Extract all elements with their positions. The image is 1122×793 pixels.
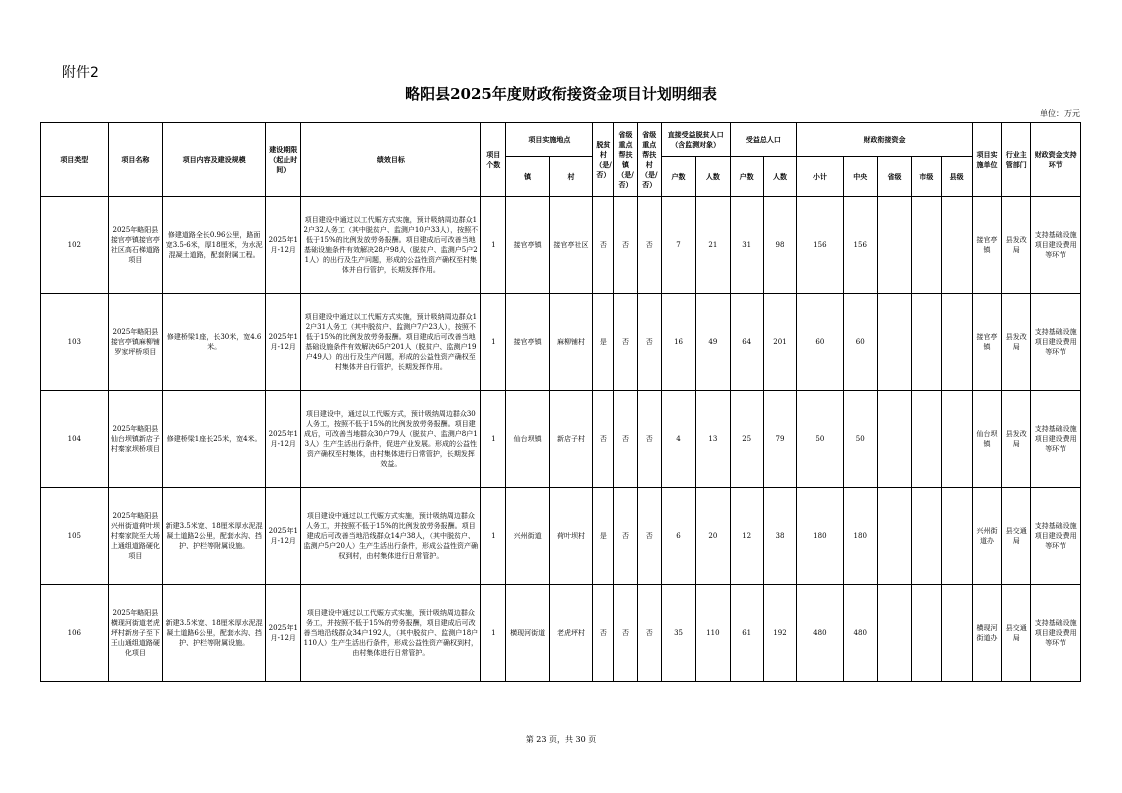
cell-count: 1 [481,294,506,391]
cell-direct-people: 110 [696,585,730,682]
cell-key-village: 否 [637,197,661,294]
cell-central: 50 [843,391,877,488]
cell-dept: 县交通局 [1002,585,1031,682]
table-row [41,197,1081,294]
cell-period: 2025年1月-12月 [266,197,301,294]
cell-poor-village: 否 [593,197,614,294]
header-dept: 行业主管部门 [1002,123,1031,197]
cell-count: 1 [481,391,506,488]
header-funds: 财政衔接资金 [797,123,973,157]
cell-link: 支持基础设施项目建设费用等环节 [1031,294,1081,391]
cell-content: 修建道路全长0.96公里，路面宽3.5-6米，厚18厘米，为水泥混凝土道路，配套附属工程。 [163,197,266,294]
cell-direct-people: 20 [696,488,730,585]
header-total-households: 户数 [730,157,763,197]
cell-provincial [877,294,911,391]
cell-central: 180 [843,488,877,585]
cell-direct-households: 4 [661,391,695,488]
cell-subtotal: 156 [797,197,843,294]
cell-impl-unit: 横现河街道办 [972,585,1001,682]
cell-name: 2025年略阳县横现河街道老虎坪村新房子至下王山通组道路硬化项目 [108,585,163,682]
project-table [40,122,1081,682]
cell-content: 修建桥梁1座，长30米，宽4.6米。 [163,294,266,391]
cell-type: 106 [41,585,109,682]
header-content: 项目内容及建设规模 [163,123,266,197]
cell-goal: 项目建设中通过以工代赈方式实施，预计吸纳周边群众12户31人务工（其中脱贫户、监测户7户23人），按照不低于15%的比例发放劳务报酬。项目建成后可改善当地基础设施条件有效解决65户201人（脱贫户、监测户19户49人）的出行及生产问题，形成的公益性资产确权至村集体并自行管护，长期发挥作用。 [301,294,481,391]
cell-period: 2025年1月-12月 [266,294,301,391]
cell-type: 105 [41,488,109,585]
cell-direct-households: 7 [661,197,695,294]
cell-central: 480 [843,585,877,682]
header-key-town: 省级重点帮扶镇（是/否） [614,123,637,197]
cell-period: 2025年1月-12月 [266,585,301,682]
cell-total-households: 12 [730,488,763,585]
header-goal: 绩效目标 [301,123,481,197]
cell-village: 接官亭社区 [549,197,592,294]
cell-poor-village: 否 [593,585,614,682]
cell-total-people: 79 [763,391,796,488]
cell-key-town: 否 [614,391,637,488]
cell-provincial [877,585,911,682]
cell-dept: 县发改局 [1002,294,1031,391]
header-type: 项目类型 [41,123,109,197]
cell-goal: 项目建设中通过以工代赈方式实施，预计吸纳周边群众 人务工，并按照不低于15%的比例发放劳务报酬。项目建成后可改善当地沿线群众14户38人，（其中脱贫户、监测户5户20人）生产生活出行条件，形成公益性资产确权到村，由村集体进行日常管护。 [301,488,481,585]
cell-name: 2025年略阳县仙台坝镇新店子村秦家坝桥项目 [108,391,163,488]
header-impl-unit: 项目实施单位 [972,123,1001,197]
cell-goal: 项目建设中，通过以工代赈方式，预计吸纳周边群众30人务工，按照不低于15%的比例发放劳务报酬。项目建成后，可改善当地群众30户79人（脱贫户、监测户8户13人）生产生活出行条件，促进产业发展。形成的公益性资产确权至村集体，由村集体进行日常管护，长期发挥效益。 [301,391,481,488]
cell-impl-unit: 仙台坝镇 [972,391,1001,488]
cell-provincial [877,197,911,294]
header-total-benefit: 受益总人口 [730,123,797,157]
cell-name: 2025年略阳县接官亭镇麻柳铺罗家坪桥项目 [108,294,163,391]
cell-goal: 项目建设中通过以工代赈方式实施，预计吸纳周边群众12户32人务工（其中脱贫户、监测户10户33人），按照不低于15%的比例发放劳务报酬。项目建成后可改善当地基础设施条件有效解决28户98人（脱贫户、监测户5户21人）的出行及生产问题，形成的公益性资产确权至村集体并自行管护，长期发挥作用。 [301,197,481,294]
cell-dept: 县发改局 [1002,391,1031,488]
cell-key-village: 否 [637,294,661,391]
table-row [41,391,1081,488]
cell-link: 支持基础设施项目建设费用等环节 [1031,197,1081,294]
cell-dept: 县发改局 [1002,197,1031,294]
cell-direct-people: 49 [696,294,730,391]
cell-key-village: 否 [637,391,661,488]
cell-poor-village: 是 [593,294,614,391]
cell-town: 仙台坝镇 [506,391,549,488]
cell-subtotal: 60 [797,294,843,391]
cell-town: 接官亭镇 [506,197,549,294]
header-name: 项目名称 [108,123,163,197]
header-town: 镇 [506,157,549,197]
cell-poor-village: 否 [593,391,614,488]
table-row [41,488,1081,585]
cell-total-households: 31 [730,197,763,294]
cell-key-town: 否 [614,197,637,294]
cell-county [941,391,972,488]
cell-total-people: 98 [763,197,796,294]
cell-direct-people: 13 [696,391,730,488]
cell-dept: 县交通局 [1002,488,1031,585]
cell-village: 麻柳铺村 [549,294,592,391]
cell-type: 103 [41,294,109,391]
page-footer: 第 23 页，共 30 页 [525,735,597,744]
cell-subtotal: 50 [797,391,843,488]
cell-subtotal: 180 [797,488,843,585]
header-direct-benefit: 直接受益脱贫人口（含监测对象） [661,123,730,157]
attachment-label: 附件2 [62,65,99,81]
cell-city [912,294,941,391]
cell-direct-households: 16 [661,294,695,391]
cell-poor-village: 是 [593,488,614,585]
cell-impl-unit: 接官亭镇 [972,197,1001,294]
cell-period: 2025年1月-12月 [266,391,301,488]
header-period: 建设期限（起止时间） [266,123,301,197]
header-key-village: 省级重点帮扶村（是/否） [637,123,661,197]
header-poor-village: 脱贫村（是/否） [593,123,614,197]
cell-village: 新店子村 [549,391,592,488]
cell-city [912,391,941,488]
cell-county [941,294,972,391]
header-city: 市级 [912,157,941,197]
cell-total-people: 201 [763,294,796,391]
cell-city [912,197,941,294]
cell-impl-unit: 接官亭镇 [972,294,1001,391]
page-title: 略阳县2025年度财政衔接资金项目计划明细表 [405,85,717,103]
header-total-people: 人数 [763,157,796,197]
cell-subtotal: 480 [797,585,843,682]
cell-name: 2025年略阳县兴州街道荷叶坝村秦家院至大场上通组道路硬化项目 [108,488,163,585]
cell-count: 1 [481,488,506,585]
cell-count: 1 [481,197,506,294]
cell-total-households: 61 [730,585,763,682]
header-location: 项目实施地点 [506,123,593,157]
cell-central: 156 [843,197,877,294]
cell-town: 横现河街道 [506,585,549,682]
table-row [41,294,1081,391]
cell-direct-households: 35 [661,585,695,682]
cell-content: 新建3.5米宽、18厘米厚水泥混凝土道路6公里，配套水沟、挡护、护栏等附属设施。 [163,585,266,682]
cell-total-households: 25 [730,391,763,488]
cell-total-people: 38 [763,488,796,585]
cell-content: 修建桥梁1座长25米，宽4米。 [163,391,266,488]
header-central: 中央 [843,157,877,197]
header-direct-households: 户数 [661,157,695,197]
cell-direct-people: 21 [696,197,730,294]
cell-impl-unit: 兴州街道办 [972,488,1001,585]
cell-county [941,585,972,682]
cell-type: 104 [41,391,109,488]
cell-name: 2025年略阳县接官亭镇接官亭社区高石梯道路项目 [108,197,163,294]
cell-total-households: 64 [730,294,763,391]
cell-village: 荷叶坝村 [549,488,592,585]
cell-town: 接官亭镇 [506,294,549,391]
header-village: 村 [549,157,592,197]
cell-central: 60 [843,294,877,391]
header-provincial: 省级 [877,157,911,197]
cell-key-town: 否 [614,585,637,682]
cell-provincial [877,391,911,488]
header-count: 项目个数 [481,123,506,197]
cell-city [912,488,941,585]
cell-provincial [877,488,911,585]
cell-link: 支持基础设施项目建设费用等环节 [1031,391,1081,488]
header-county: 县级 [941,157,972,197]
cell-city [912,585,941,682]
cell-county [941,197,972,294]
cell-type: 102 [41,197,109,294]
cell-period: 2025年1月-12月 [266,488,301,585]
cell-count: 1 [481,585,506,682]
cell-county [941,488,972,585]
cell-link: 支持基础设施项目建设费用等环节 [1031,585,1081,682]
table-row [41,585,1081,682]
cell-total-people: 192 [763,585,796,682]
unit-note: 单位：万元 [1040,109,1080,118]
cell-key-town: 否 [614,294,637,391]
header-row-1 [41,123,1081,157]
cell-direct-households: 6 [661,488,695,585]
header-subtotal: 小计 [797,157,843,197]
cell-content: 新建3.5米宽、18厘米厚水泥混凝土道路2公里，配套水沟、挡护、护栏等附属设施。 [163,488,266,585]
header-direct-people: 人数 [696,157,730,197]
cell-goal: 项目建设中通过以工代赈方式实施，预计吸纳周边群众务工，并按照不低于15%的劳务报酬，项目建成后可改善当地沿线群众34户192人，（其中脱贫户、监测户18户110人）生产生活出行条件，形成公益性资产确权到村，由村集体进行日常管护。 [301,585,481,682]
cell-town: 兴州街道 [506,488,549,585]
cell-village: 老虎坪村 [549,585,592,682]
cell-link: 支持基础设施项目建设费用等环节 [1031,488,1081,585]
cell-key-town: 否 [614,488,637,585]
cell-key-village: 否 [637,585,661,682]
header-link: 财政资金支持环节 [1031,123,1081,197]
cell-key-village: 否 [637,488,661,585]
